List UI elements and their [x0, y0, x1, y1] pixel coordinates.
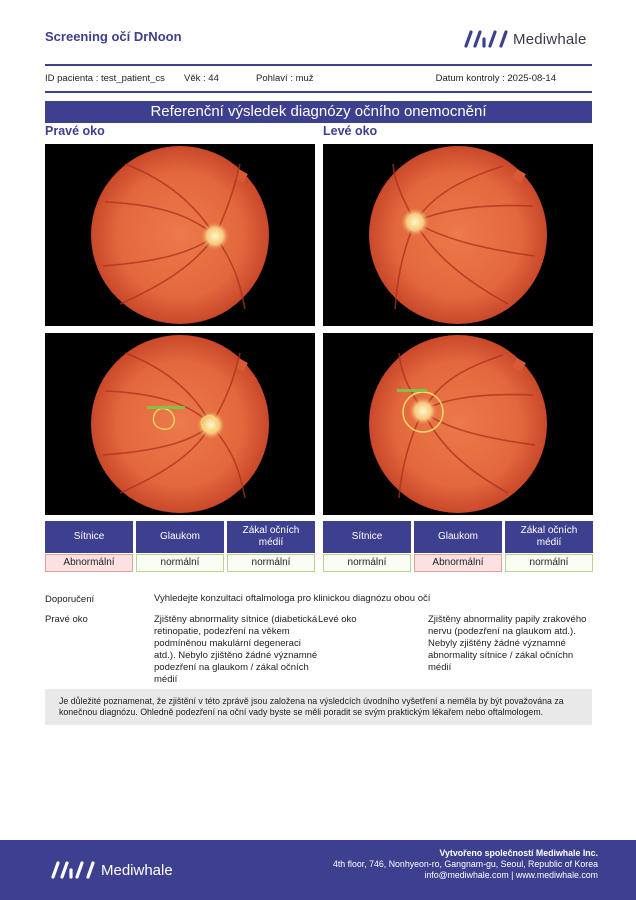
left-value-glaucoma: Abnormální — [414, 554, 502, 572]
footer — [0, 840, 636, 900]
left-eye-findings-label: Levé oko — [318, 614, 357, 625]
left-value-media-opacity: normální — [505, 554, 593, 572]
footer-logo — [50, 860, 173, 880]
footer-logo-text: Mediwhale — [101, 861, 173, 879]
right-value-media-opacity: normální — [227, 554, 315, 572]
right-value-retina: Abnormální — [45, 554, 133, 572]
right-eye-findings-text: Zjištěny abnormality sítnice (diabetická retinopatie, podezření na věkem podmíněnou makulární degeneraci atd.). Nebylo zjištěno žádné významné podezření na glaukom / zákal očních médií — [154, 614, 318, 685]
mediwhale-logo — [463, 29, 587, 49]
recommendation-label: Doporučení — [45, 594, 95, 605]
left-eye-fundus-image — [323, 144, 593, 326]
left-eye-result-table — [323, 521, 593, 572]
mediwhale-logo-icon — [463, 29, 509, 49]
left-header-glaucoma: Glaukom — [414, 521, 502, 553]
logo-text: Mediwhale — [513, 30, 587, 48]
left-eye-findings-text: Zjištěny abnormality papily zrakového nervu (podezření na glaukom atd.). Nebyly zjištěny žádné významné abnormality sítnice / zákal očníchn médií — [428, 614, 587, 673]
left-eye-title: Levé oko — [323, 124, 378, 138]
footer-address: 4th floor, 746, Nonhyeon-ro, Gangnam-gu, Seoul, Republic of Korea — [332, 859, 598, 869]
disclaimer-box: Je důležité poznamenat, že zjištění v této zprávě jsou založena na výsledcích úvodního vyšetření a neměla by být považována za konečnou diagnózu. Ohledně podezření na oční vady byste se měli poradit se svým praktickým lékařem nebo oftalmologem. — [45, 689, 592, 725]
footer-company: Vytvořeno společností Mediwhale Inc. — [439, 848, 598, 858]
right-eye-findings-label: Pravé oko — [45, 614, 88, 625]
header-divider — [45, 64, 592, 66]
left-header-retina: Sítnice — [323, 521, 411, 553]
right-header-retina: Sítnice — [45, 521, 133, 553]
app-title: Screening očí DrNoon — [45, 29, 182, 44]
left-value-retina: normální — [323, 554, 411, 572]
left-header-media-opacity: Zákal očních médií — [505, 521, 593, 553]
right-eye-annotated-image — [45, 333, 315, 515]
mediwhale-logo-icon — [50, 860, 96, 880]
info-divider — [45, 91, 592, 93]
footer-contact: info@mediwhale.com | www.mediwhale.com — [424, 870, 598, 880]
patient-id: ID pacienta : test_patient_cs — [45, 73, 165, 84]
report-banner: Referenční výsledek diagnózy očního onemocnění — [45, 101, 592, 123]
right-header-media-opacity: Zákal očních médií — [227, 521, 315, 553]
right-eye-title: Pravé oko — [45, 124, 105, 138]
patient-sex: Pohlaví : muž — [256, 73, 314, 84]
recommendation-text: Vyhledejte konzultaci oftalmologa pro klinickou diagnózu obou očí — [154, 593, 431, 604]
right-header-glaucoma: Glaukom — [136, 521, 224, 553]
right-value-glaucoma: normální — [136, 554, 224, 572]
patient-age: Věk : 44 — [184, 73, 219, 84]
left-eye-annotated-image — [323, 333, 593, 515]
right-eye-fundus-image — [45, 144, 315, 326]
right-eye-result-table — [45, 521, 315, 572]
exam-date: Datum kontroly : 2025-08-14 — [435, 73, 556, 84]
